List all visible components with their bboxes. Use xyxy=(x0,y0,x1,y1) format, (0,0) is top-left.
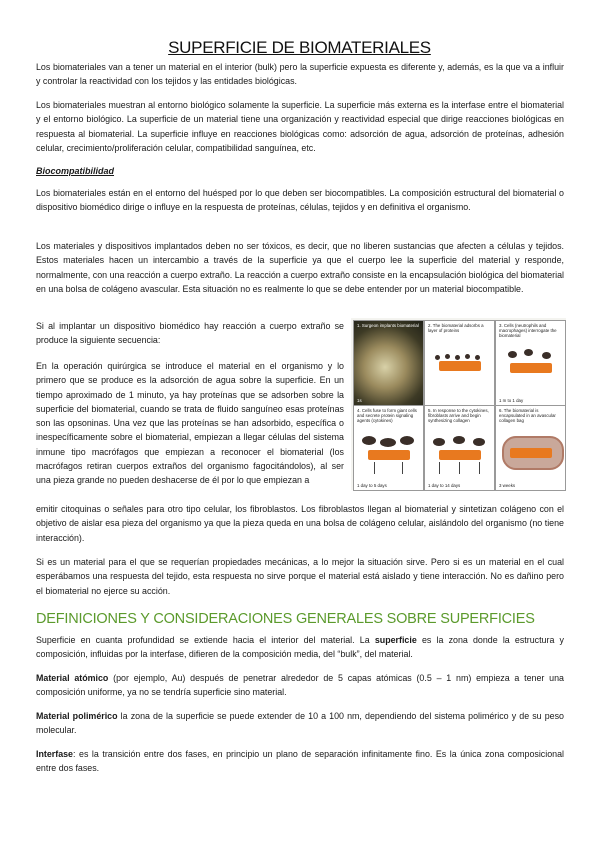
figure-panel-3 xyxy=(495,320,566,406)
paragraph-surface: Los biomateriales muestran al entorno biológico solamente la superficie. La superficie más externa es la interfase entre el biomaterial y el entorno biológico. La superficie de un material tiene una organización y reactividad especial que dirige reacciones biológicas en respuesta al biomaterial. La superficie influye en reacciones biológicas como: adsorción de agua, adsorción de proteínas, adhesión celular, crecimiento/proliferación celular, compatibilidad sanguínea, etc. xyxy=(36,100,564,153)
subheading-biocompatibilidad: Biocompatibilidad xyxy=(36,166,115,176)
figure-panel-4-caption: 4. Cells fuse to form giant cells and secrete protein signaling agents (cytokines) xyxy=(357,408,417,423)
paragraph-polymeric-material: Material polimérico la zona de la superficie se puede extender de 10 a 100 nm, dependiendo del sistema polimérico y de su peso molecular. xyxy=(36,711,564,736)
paragraph-interface: Interfase: es la transición entre dos fases, en principio un plano de separación infinitamente fino. Es la única zona composicional entre dos fases. xyxy=(36,749,564,774)
figure-panel-2-caption: 2. The biomaterial adsorbs a layer of proteins xyxy=(428,323,484,333)
figure-panel-5-caption: 5. In response to the cytokines, fibroblasts arrive and begin synthesizing collagen xyxy=(428,408,489,423)
implant xyxy=(439,361,481,371)
implant xyxy=(439,450,481,460)
figure-panel-2 xyxy=(424,320,495,406)
figure-panel-1-time: 1s xyxy=(357,398,362,403)
paragraph-intro: Los biomateriales van a tener un material en el interior (bulk) pero la superficie expuesta es diferente y, además, es la que va a influir y controlar la reactividad con los tejidos y las entidades biológicas. xyxy=(36,62,564,87)
paragraph-sequence: En la operación quirúrgica se introduce el material en el organismo y lo primero que se produce es la adsorción de agua sobre la superficie. En un tiempo aproximado de 1 minuto, ya hay proteínas que se adsorben sobre la superficie del biomaterial, cuando se trata de fluido sanguíneo esas proteínas son las opsoninas. Una vez que las proteínas se han adsorbido, específica o inespecíficamente sobre el biomaterial, empiezan a llegar células del sistema inmune tipo macrófagos que empiezan a reconocer el biomaterial (los macrófagos retiran cuerpos extraños del organismo fagocitándolos), al ser una pieza grande no pueden deshacerse de él por lo que empiezan a xyxy=(36,361,344,486)
section-heading-definitions: DEFINICIONES Y CONSIDERACIONES GENERALES SOBRE SUPERFICIES xyxy=(36,611,535,627)
paragraph-surface-definition: Superficie en cuanta profundidad se extiende hacia el interior del material. La superficie es la zona donde la estructura y composición, influidas por la interfase, difieren de la composición media, del “bulk”, del material. xyxy=(36,635,564,660)
paragraph-biocompatible: Los biomateriales están en el entorno del huésped por lo que deben ser biocompatibles. La composición estructural del biomaterial o dispositivo biomédico dirige o influye en la respuesta de proteínas, células, tejidos y en definitiva el organismo. xyxy=(36,188,564,213)
paragraph-mechanical: Si es un material para el que se requerían propiedades mecánicas, a lo mejor la situación sirve. Pero si es un material en el cual esperábamos una respuesta del tejido, esta respuesta no sirve porque el material está aislado y tiene interacción. No es dañino pero el biomaterial no ejerce su acción. xyxy=(36,557,564,596)
figure-panel-3-caption: 3. Cells (neutrophils and macrophages) interrogate the biomaterial xyxy=(499,323,557,338)
figure-panel-6-caption: 6. The biomaterial is encapsulated in an avascular collagen bag xyxy=(499,408,556,423)
implant xyxy=(368,450,410,460)
figure-panel-3-time: 1 m to 1 day xyxy=(499,398,524,403)
figure-panel-5-time: 1 day to 14 days xyxy=(428,483,461,488)
figure-panel-6-time: 3 weeks xyxy=(499,483,516,488)
implant xyxy=(510,448,552,458)
implant xyxy=(510,363,552,373)
figure-panel-1-caption: 1. Surgeon implants biomaterial xyxy=(357,323,419,328)
figure-panel-4 xyxy=(353,405,424,491)
figure-panel-5 xyxy=(424,405,495,491)
figure-panel-6 xyxy=(495,405,566,491)
figure-panel-4-time: 1 day to 5 days xyxy=(357,483,387,488)
page-title: SUPERFICIE DE BIOMATERIALES xyxy=(168,38,431,57)
paragraph-sequence-intro: Si al implantar un dispositivo biomédico hay reacción a cuerpo extraño se produce la siguiente secuencia: xyxy=(36,321,344,346)
paragraph-toxicity: Los materiales y dispositivos implantados deben no ser tóxicos, es decir, que no liberen sustancias que afecten a células y tejidos. Estos materiales hacen un intercambio a través de la superficie ya que el cuerpo lee la superficie del material y responde, normalmente, con una reacción a cuerpo extraño. La reacción a cuerpo extraño consiste en la encapsulación biológica del biomaterial en una bolsa de colágeno avascular. Esta situación no es realmente lo que se debe entender por un material biocompatible. xyxy=(36,241,564,294)
paragraph-sequence-continued: emitir citoquinas o señales para otro tipo celular, los fibroblastos. Los fibroblastos llegan al biomaterial y sintetizan colágeno con el objetivo de aislar esa pieza del organismo ya que la pieza queda en una bolsa de colágeno celular, aislándolo del organismo (no tiene interacción). xyxy=(36,504,564,543)
foreign-body-reaction-figure xyxy=(351,318,566,490)
paragraph-atomic-material: Material atómico (por ejemplo, Au) después de penetrar alrededor de 5 capas atómicas (0.5 – 1 nm) empieza a tener una composición uniforme, ya no se tendría superficie sino material. xyxy=(36,673,564,698)
surgery-photo xyxy=(354,321,423,405)
figure-panel-1 xyxy=(353,320,424,406)
